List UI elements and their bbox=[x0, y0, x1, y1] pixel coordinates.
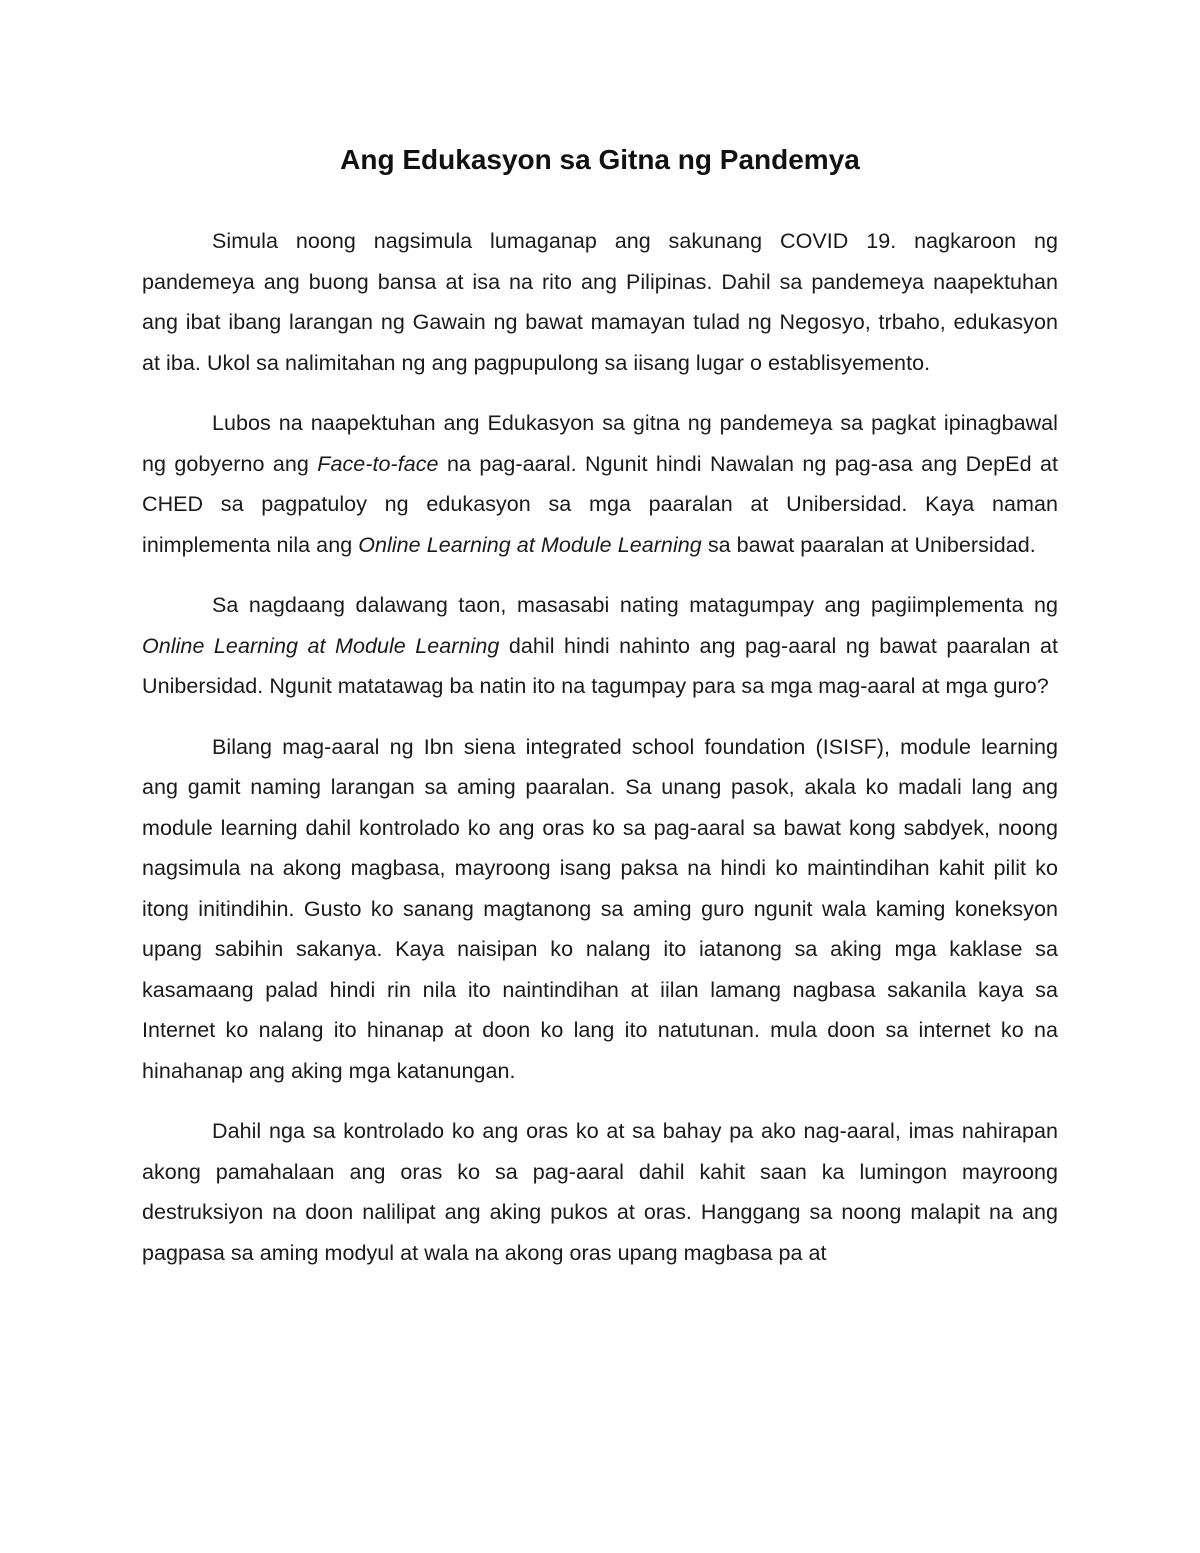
paragraph-text: Lubos na naapektuhan ang Edukasyon sa gitna ng pandemeya sa pagkat ipinagbawal ng gobyerno ang bbox=[142, 411, 1058, 476]
paragraph-5 bbox=[142, 1111, 1058, 1273]
italic-term: Face-to-face bbox=[317, 451, 439, 476]
italic-term: Online Learning at Module Learning bbox=[358, 532, 702, 557]
paragraph-2 bbox=[142, 403, 1058, 565]
paragraph-text: Dahil nga sa kontrolado ko ang oras ko at sa bahay pa ako nag-aaral, imas nahirapan akong pamahalaan ang oras ko sa pag-aaral dahil kahit saan ka lumingon mayroong destruksiyon na doon nalilipat ang aking pukos at oras. Hanggang sa noong malapit na ang pagpasa sa aming modyul at wala na akong oras upang magbasa pa at bbox=[142, 1119, 1058, 1265]
document-page bbox=[142, 140, 1058, 1293]
paragraph-text: Bilang mag-aaral ng Ibn siena integrated school foundation (ISISF), module learning ang gamit naming larangan sa aming paaralan. Sa unang pasok, akala ko madali lang ang module learning dahil kontrolado ko ang oras ko sa pag-aaral sa bawat kong sabdyek, noong nagsimula na akong magbasa, mayroong isang paksa na hindi ko maintindihan kahit pilit ko itong initindihin. Gusto ko sanang magtanong sa aming guro ngunit wala kaming koneksyon upang sabihin sakanya. Kaya naisipan ko nalang ito iatanong sa aking mga kaklase sa kasamaang palad hindi rin nila ito naintindihan at iilan lamang nagbasa sakanila kaya sa Internet ko nalang ito hinanap at doon ko lang ito natutunan. mula doon sa internet ko na hinahanap ang aking mga katanungan. bbox=[142, 734, 1058, 1083]
paragraph-text: na pag-aaral. Ngunit hindi Nawalan ng pag-asa ang DepEd at CHED sa pagpatuloy ng edukasyon sa mga paaralan at Unibersidad. Kaya naman inimplementa nila ang bbox=[142, 451, 1058, 557]
italic-term: Online Learning at Module Learning bbox=[142, 633, 500, 658]
paragraph-4 bbox=[142, 727, 1058, 1092]
paragraph-text: sa bawat paaralan at Unibersidad. bbox=[701, 532, 1036, 557]
paragraph-text: Simula noong nagsimula lumaganap ang sakunang COVID 19. nagkaroon ng pandemeya ang buong bansa at isa na rito ang Pilipinas. Dahil sa pandemeya naapektuhan ang ibat ibang larangan ng Gawain ng bawat mamayan tulad ng Negosyo, trbaho, edukasyon at iba. Ukol sa nalimitahan ng ang pagpupulong sa iisang lugar o establisyemento. bbox=[142, 229, 1058, 375]
paragraph-text: Sa nagdaang dalawang taon, masasabi nating matagumpay ang pagiimplementa ng bbox=[212, 593, 1058, 617]
paragraph-text: dahil hindi nahinto ang pag-aaral ng bawat paaralan at Unibersidad. Ngunit matatawag ba natin ito na tagumpay para sa mga mag-aaral at mga guro? bbox=[142, 633, 1058, 698]
paragraph-3 bbox=[142, 585, 1058, 707]
document-title: Ang Edukasyon sa Gitna ng Pandemya bbox=[340, 144, 860, 175]
paragraph-1 bbox=[142, 221, 1058, 383]
